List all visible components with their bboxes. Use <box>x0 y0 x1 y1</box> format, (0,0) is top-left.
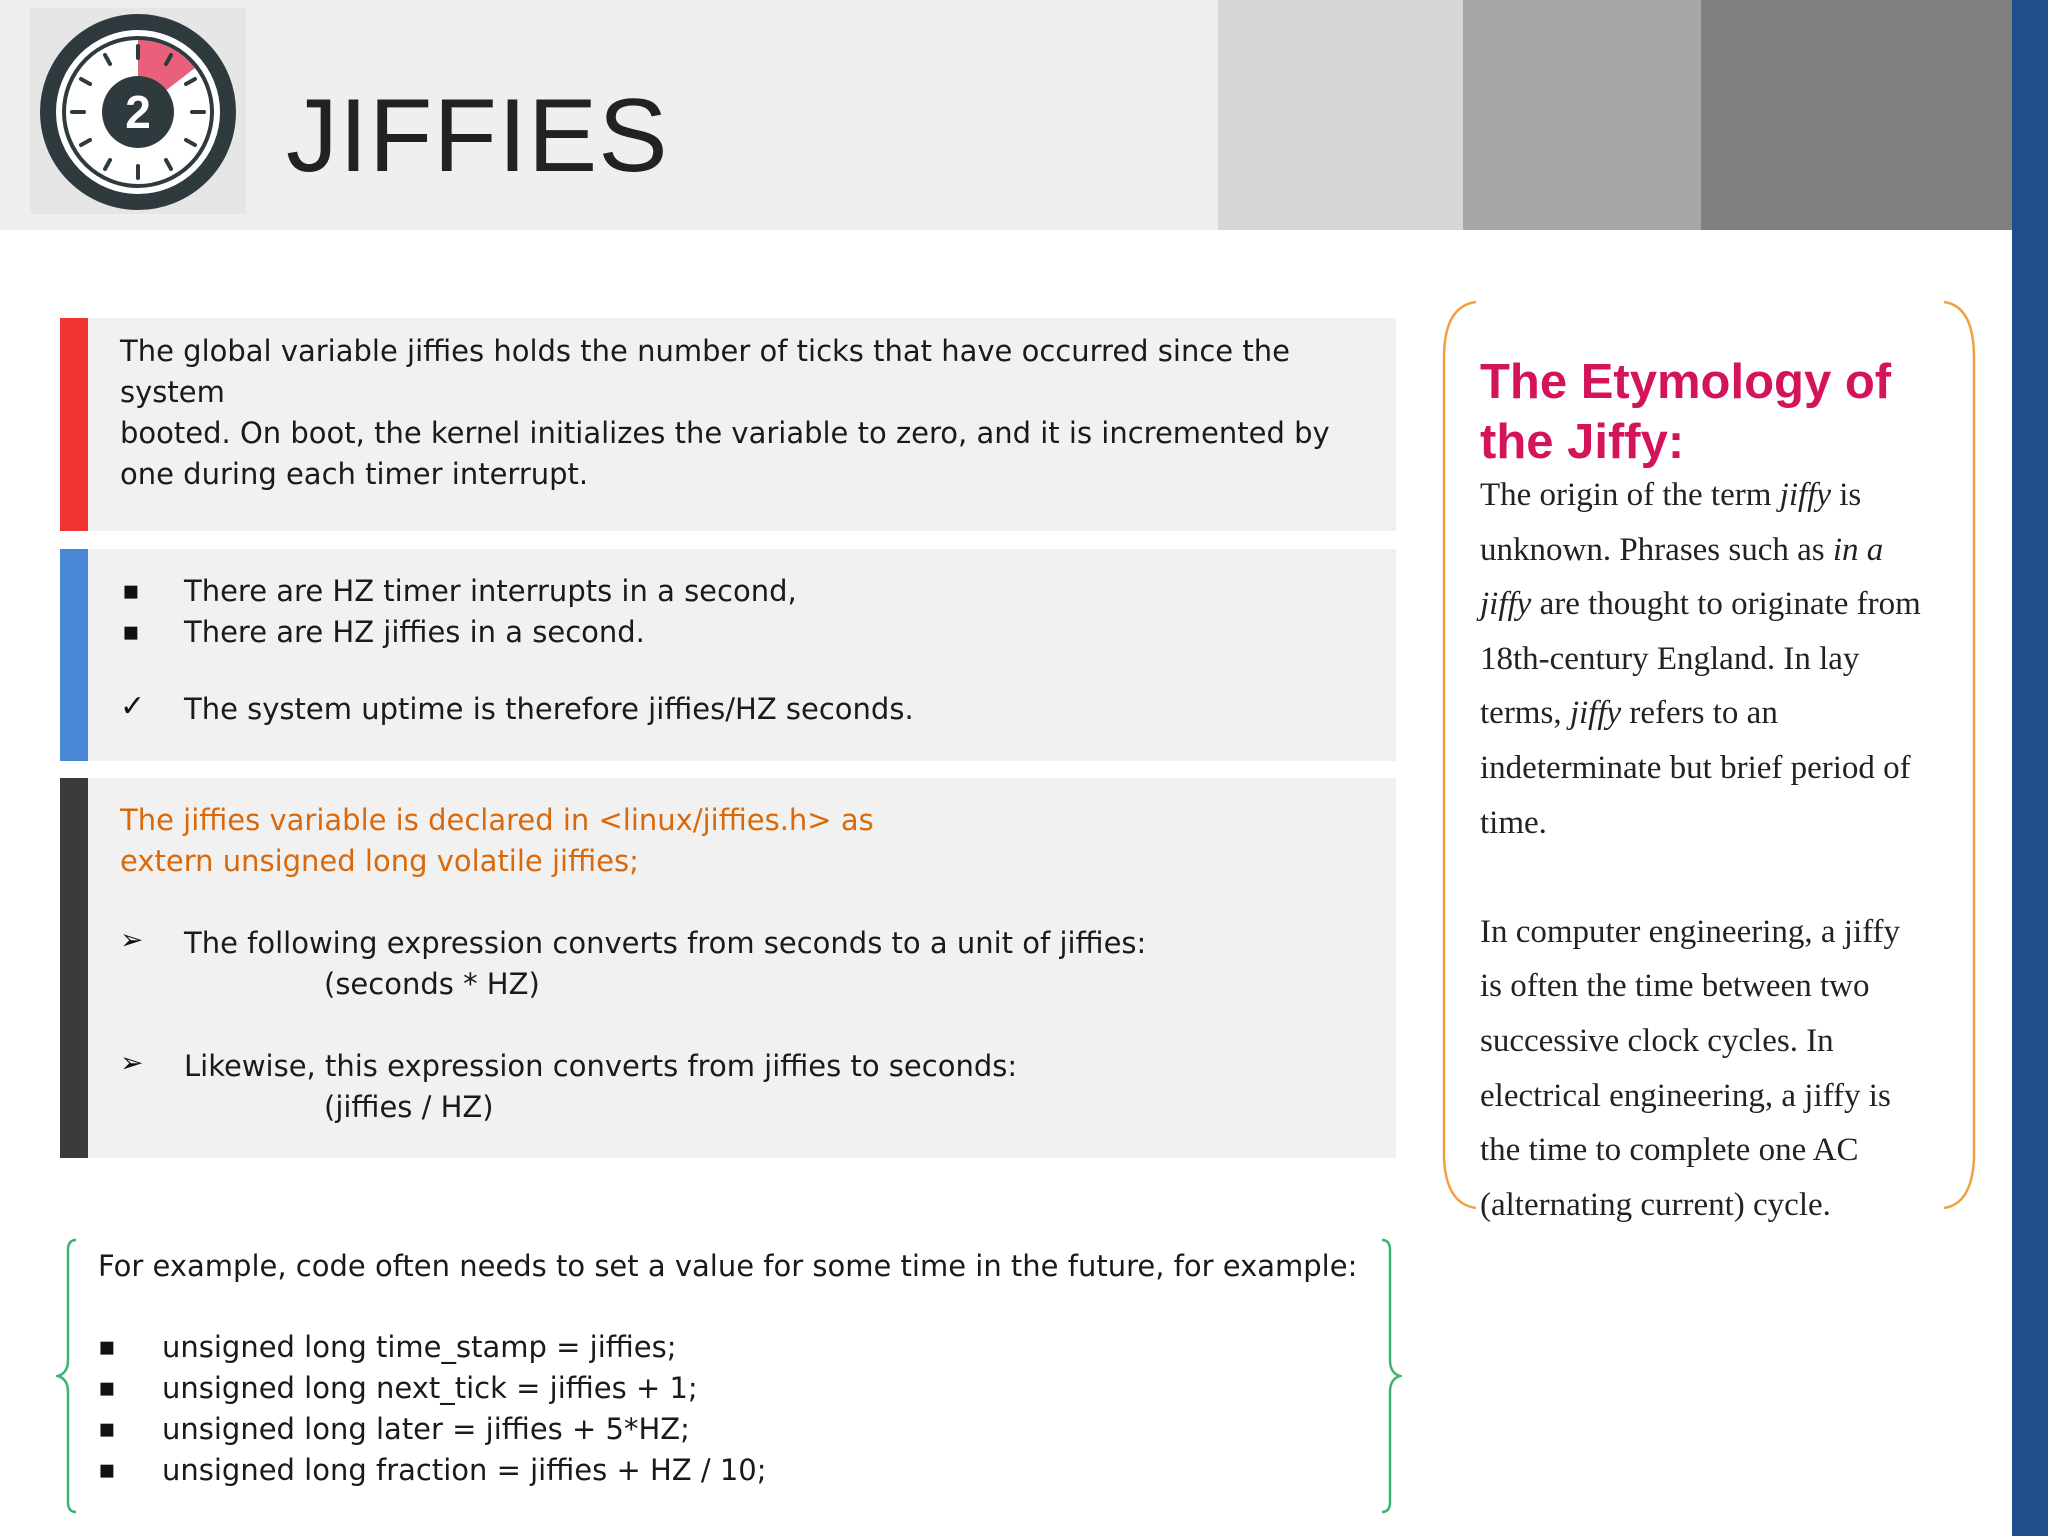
etymology-title-line: The Etymology of <box>1480 355 1892 409</box>
etymology-line: electrical engineering, a jiffy is <box>1480 1077 1891 1114</box>
stopwatch-icon <box>30 8 246 214</box>
etymology-line: the time to complete one AC <box>1480 1132 1859 1169</box>
etymology-line: jiffy are thought to originate from <box>1480 586 1921 623</box>
square-bullet-icon: ▪ <box>122 617 140 647</box>
code-line: unsigned long time_stamp = jiffies; <box>162 1330 677 1364</box>
etymology-line: is often the time between two <box>1480 968 1870 1005</box>
example-intro: For example, code often needs to set a value for some time in the future, for example: <box>98 1249 1358 1283</box>
badge-number: 2 <box>125 86 151 138</box>
definition-line: The global variable jiffies holds the number of ticks that have occurred since the <box>120 334 1290 368</box>
etymology-line: The origin of the term jiffy is <box>1480 477 1862 513</box>
square-bullet-icon: ▪ <box>122 576 140 606</box>
etymology-title-line: the Jiffy: <box>1480 415 1685 469</box>
dark-accent-bar <box>60 778 88 1158</box>
code-line: unsigned long later = jiffies + 5*HZ; <box>162 1412 690 1446</box>
example-section <box>56 1236 1402 1516</box>
conversion-item-text: The following expression converts from seconds to a unit of jiffies: <box>184 926 1147 960</box>
etymology-line: successive clock cycles. In <box>1480 1022 1834 1059</box>
etymology-body <box>1480 468 1980 1232</box>
definition-line: booted. On boot, the kernel initializes the variable to zero, and it is incremented by <box>120 416 1330 450</box>
right-edge-bar <box>2012 0 2048 1536</box>
square-bullet-icon: ▪ <box>98 1373 116 1403</box>
definition-line: system <box>120 375 225 409</box>
code-line: unsigned long fraction = jiffies + HZ / 10; <box>162 1453 767 1487</box>
conversion-item-text: Likewise, this expression converts from jiffies to seconds: <box>184 1049 1018 1083</box>
conversion-expression: (seconds * HZ) <box>324 967 540 1001</box>
etymology-line: terms, jiffy refers to an <box>1480 695 1778 732</box>
arrow-bullet-icon: ➢ <box>120 1046 144 1079</box>
hz-fact-item: There are HZ timer interrupts in a second, <box>184 574 797 608</box>
etymology-line: 18th-century England. In lay <box>1480 640 1860 677</box>
checkmark-icon: ✓ <box>120 689 146 724</box>
etymology-line: time. <box>1480 804 1547 841</box>
header-stripe-dark <box>1701 0 2012 230</box>
etymology-line: In computer engineering, a jiffy <box>1480 913 1900 950</box>
blue-accent-bar <box>60 549 88 761</box>
declaration-line: The jiffies variable is declared in <linux/jiffies.h> as <box>120 803 874 837</box>
etymology-title <box>1480 352 1950 472</box>
etymology-line: unknown. Phrases such as in a <box>1480 531 1884 568</box>
declaration-box <box>60 778 1396 1158</box>
hz-fact-item: There are HZ jiffies in a second. <box>184 615 645 649</box>
square-bullet-icon: ▪ <box>98 1414 116 1444</box>
hz-facts-box <box>60 549 1396 761</box>
etymology-line: (alternating current) cycle. <box>1480 1186 1831 1223</box>
definition-box <box>60 318 1396 531</box>
header-stripe-light <box>1218 0 1463 230</box>
page-title: JIFFIES <box>286 78 669 194</box>
square-bullet-icon: ▪ <box>98 1455 116 1485</box>
arrow-bullet-icon: ➢ <box>120 923 144 956</box>
conversion-expression: (jiffies / HZ) <box>324 1090 494 1124</box>
etymology-line: indeterminate but brief period of <box>1480 749 1911 786</box>
code-line: unsigned long next_tick = jiffies + 1; <box>162 1371 698 1405</box>
declaration-line: extern unsigned long volatile jiffies; <box>120 844 639 878</box>
uptime-item: The system uptime is therefore jiffies/HZ seconds. <box>184 692 914 726</box>
definition-line: one during each timer interrupt. <box>120 457 589 491</box>
header-stripe-mid <box>1463 0 1701 230</box>
square-bullet-icon: ▪ <box>98 1332 116 1362</box>
red-accent-bar <box>60 318 88 531</box>
